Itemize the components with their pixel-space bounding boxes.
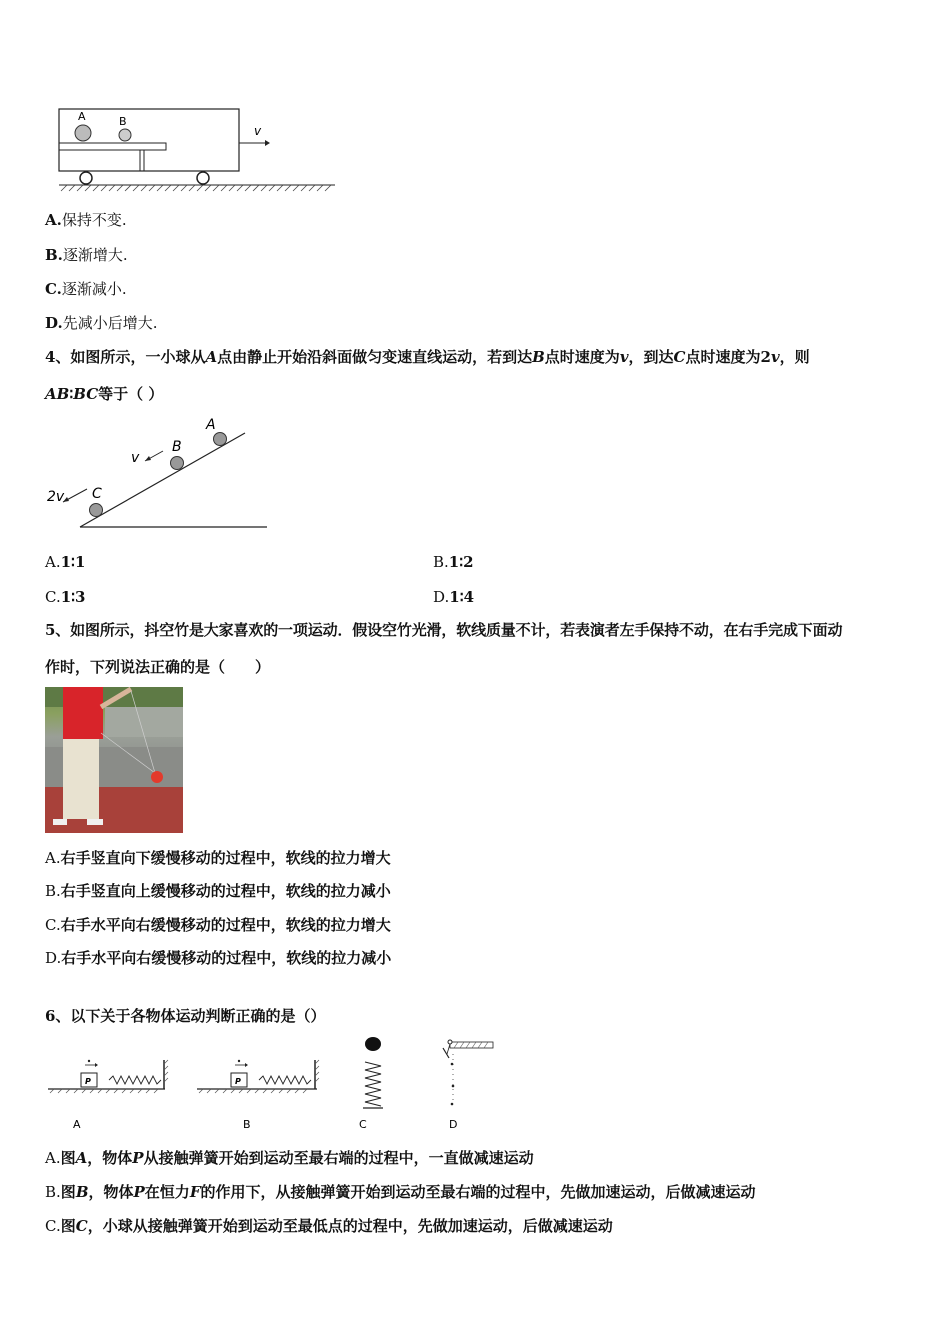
ball-a (214, 433, 227, 446)
q4-stem-line2: AB∶BC等于（ ） (45, 385, 164, 403)
q5-option-b (45, 881, 391, 901)
option-text: 1∶3 (60, 588, 86, 606)
q4-option-a (45, 552, 85, 572)
svg-text:P: P (235, 1077, 241, 1086)
svg-text:P: P (85, 1077, 91, 1086)
option-letter: D. (433, 588, 450, 606)
figure-d (443, 1040, 493, 1131)
label-v: v (254, 124, 262, 138)
option-letter: A. (45, 211, 62, 229)
option-letter: D. (45, 314, 63, 332)
label-v: v (131, 450, 140, 466)
fig-label-b: B (243, 1118, 251, 1131)
figure-b (197, 1060, 319, 1131)
q3-option-d (45, 313, 157, 333)
q5-option-d (45, 948, 391, 968)
option-letter: A. (45, 553, 61, 571)
q6-stem: 6、以下关于各物体运动判断正确的是（） (45, 1007, 326, 1025)
option-text: 右手水平向右缓慢移动的过程中，软线的拉力减小 (61, 949, 392, 967)
q6-option-c: C.图C，小球从接触弹簧开始到运动至最低点的过程中，先做加速运动，后做减速运动 (45, 1217, 613, 1235)
cart-figure (55, 105, 350, 197)
q6-option-b: B.图B，物体P在恒力F的作用下，从接触弹簧开始到运动至最右端的过程中，先做加速运动，后做减速运动 (45, 1183, 756, 1201)
option-letter: A. (45, 1149, 61, 1167)
option-text: 保持不变. (61, 211, 127, 229)
label-a: A (78, 110, 86, 123)
spring-figures (45, 1034, 505, 1134)
label-2v: 2v (47, 489, 65, 505)
fig-label-a: A (73, 1118, 81, 1131)
option-letter: A. (45, 849, 61, 867)
option-text: 右手竖直向上缓慢移动的过程中，软线的拉力减小 (60, 882, 391, 900)
q4-option-d (433, 587, 474, 607)
ball-b (171, 457, 184, 470)
q5-stem-line1: 5、如图所示，抖空竹是大家喜欢的一项运动．假设空竹光滑，软线质量不计，若表演者左手保持不动，在右手完成下面动 (45, 621, 843, 639)
option-text: 右手竖直向下缓慢移动的过程中，软线的拉力增大 (60, 849, 391, 867)
q5-option-c (45, 915, 391, 935)
option-letter: C. (45, 588, 61, 606)
option-letter: D. (45, 949, 62, 967)
option-text: 逐渐增大. (62, 246, 128, 264)
label-b: B (172, 439, 182, 455)
option-text: 逐渐减小. (61, 280, 127, 298)
incline-figure (45, 415, 275, 533)
q6-option-a: A.图A，物体P从接触弹簧开始到运动至最右端的过程中，一直做减速运动 (45, 1149, 534, 1167)
option-text: 右手水平向右缓慢移动的过程中，软线的拉力增大 (60, 916, 391, 934)
option-letter: B. (45, 1183, 61, 1201)
option-letter: B. (433, 553, 449, 571)
fig-label-c: C (359, 1118, 367, 1131)
figure-c (359, 1037, 383, 1131)
wheel-left (80, 172, 92, 184)
label-a: A (206, 417, 216, 433)
q4-option-b (433, 552, 474, 572)
figure-a (48, 1060, 168, 1131)
q5-stem-line2: 作时，下列说法正确的是（ ） (45, 658, 271, 676)
cart-shelf (59, 143, 166, 150)
option-letter: B. (45, 246, 63, 264)
option-letter: C. (45, 1217, 61, 1235)
option-letter: C. (45, 280, 62, 298)
q3-option-c (45, 279, 127, 299)
option-text: 1∶4 (449, 588, 475, 606)
option-letter: C. (45, 916, 61, 934)
option-letter: B. (45, 882, 61, 900)
ball-a (75, 125, 91, 141)
q5-option-a (45, 848, 391, 868)
q3-option-b (45, 245, 128, 265)
option-text: 先减小后增大. (62, 314, 158, 332)
fig-label-d: D (449, 1118, 458, 1131)
option-text: 1∶2 (448, 553, 474, 571)
wheel-right (197, 172, 209, 184)
q4-option-c (45, 587, 86, 607)
ball-b (119, 129, 131, 141)
label-b: B (119, 115, 127, 128)
q4-stem-line1: 4、如图所示，一小球从A点由静止开始沿斜面做匀变速直线运动，若到达B点时速度为v，到达C点时速度为2v，则 (45, 348, 810, 366)
q3-option-a (45, 210, 127, 230)
label-c: C (92, 486, 102, 502)
diabolo-photo (45, 687, 183, 833)
option-text: 1∶1 (60, 553, 86, 571)
incline-surface (80, 433, 245, 527)
ball-c (90, 504, 103, 517)
